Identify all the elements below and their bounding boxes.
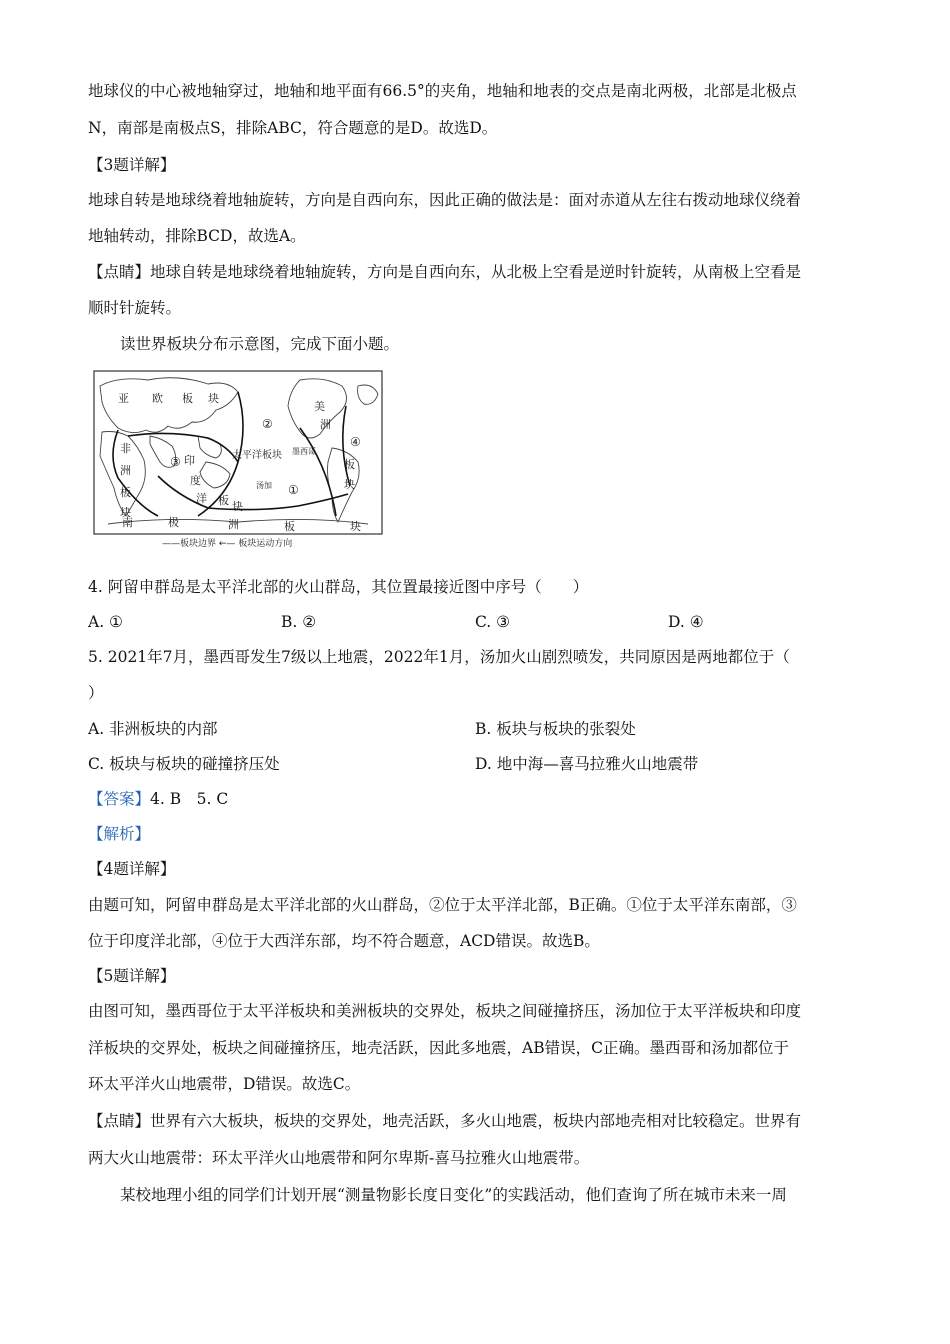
q4-option-d: D. ④ (668, 613, 704, 631)
svg-text:墨西哥: 墨西哥 (292, 447, 316, 456)
svg-text:洋: 洋 (196, 492, 207, 505)
intro-line: 读世界板块分布示意图，完成下面小题。 (120, 335, 400, 353)
svg-text:洲: 洲 (228, 518, 239, 531)
detail-5-title: 【5题详解】 (88, 967, 176, 985)
svg-text:块: 块 (232, 500, 243, 513)
world-plates-map (88, 366, 384, 552)
q4-option-c: C. ③ (475, 613, 511, 631)
q4-option-a: A. ① (88, 613, 123, 631)
answer-label: 【答案】 (88, 790, 151, 808)
section-heading: 【3题详解】 (88, 156, 176, 174)
svg-text:块: 块 (344, 478, 355, 491)
question-5-stem-cont: ） (88, 684, 104, 702)
svg-text:块: 块 (120, 506, 131, 519)
detail-5-line: 由图可知，墨西哥位于太平洋板块和美洲板块的交界处，板块之间碰撞挤压，汤加位于太平洋板块和印度 (88, 1002, 802, 1020)
detail-4-line: 由题可知，阿留申群岛是太平洋北部的火山群岛，②位于太平洋北部，B正确。①位于太平洋东南部，③ (88, 896, 797, 914)
paragraph-line: 地球自转是地球绕着地轴旋转，方向是自西向东，因此正确的做法是：面对赤道从左往右拨动地球仪绕着 (88, 191, 802, 209)
q5-option-d: D. 地中海—喜马拉雅火山地震带 (475, 755, 699, 773)
svg-text:板: 板 (218, 494, 229, 507)
next-question-intro: 某校地理小组的同学们计划开展“测量物影长度日变化”的实践活动，他们查询了所在城市未来一周 (120, 1186, 787, 1204)
svg-text:块: 块 (350, 520, 361, 533)
svg-text:板: 板 (120, 486, 131, 499)
paragraph-line: 地球仪的中心被地轴穿过，地轴和地平面有66.5°的夹角，地轴和地表的交点是南北两极，北部是北极点 (88, 82, 797, 100)
detail-5-line: 洋板块的交界处，板块之间碰撞挤压，地壳活跃，因此多地震，AB错误，C正确。墨西哥和汤加都位于 (88, 1039, 789, 1057)
question-5-stem: 5. 2021年7月，墨西哥发生7级以上地震，2022年1月，汤加火山剧烈喷发，共同原因是两地都位于（ (88, 648, 790, 666)
svg-text:板: 板 (284, 520, 295, 533)
tip-line: 顺时针旋转。 (88, 299, 182, 317)
svg-text:欧: 欧 (152, 392, 163, 405)
svg-text:南: 南 (122, 516, 133, 529)
svg-text:——板块边界 ←— 板块运动方向: ——板块边界 ←— 板块运动方向 (162, 539, 293, 549)
answer-text: 4. B 5. C (150, 790, 229, 808)
q5-option-b: B. 板块与板块的张裂处 (475, 720, 636, 738)
detail-5-line: 环太平洋火山地震带，D错误。故选C。 (88, 1075, 361, 1093)
detail-4-line: 位于印度洋北部，④位于大西洋东部，均不符合题意，ACD错误。故选B。 (88, 932, 600, 950)
q4-option-b: B. ② (281, 613, 317, 631)
svg-text:板: 板 (182, 392, 193, 405)
tip-line: 【点睛】世界有六大板块，板块的交界处，地壳活跃，多火山地震，板块内部地壳相对比较稳定。世界有 (88, 1112, 802, 1130)
svg-text:④: ④ (350, 435, 361, 449)
paragraph-line: N，南部是南极点S，排除ABC，符合题意的是D。故选D。 (88, 119, 498, 137)
answer-line (88, 789, 228, 809)
q5-option-a: A. 非洲板块的内部 (88, 720, 218, 738)
analysis-label: 【解析】 (88, 825, 151, 843)
tip-line: 两大火山地震带：环太平洋火山地震带和阿尔卑斯-喜马拉雅火山地震带。 (88, 1149, 590, 1167)
paragraph-line: 地轴转动，排除BCD，故选A。 (88, 227, 306, 245)
svg-text:洲: 洲 (120, 464, 131, 477)
svg-text:非: 非 (120, 442, 131, 455)
svg-text:块: 块 (208, 392, 219, 405)
svg-text:①: ① (288, 483, 299, 497)
svg-text:太平洋板块: 太平洋板块 (232, 450, 282, 461)
question-4-stem: 4. 阿留申群岛是太平洋北部的火山群岛，其位置最接近图中序号（ ） (88, 578, 589, 596)
svg-text:板: 板 (344, 458, 355, 471)
svg-text:汤加: 汤加 (256, 481, 272, 490)
detail-4-title: 【4题详解】 (88, 860, 176, 878)
svg-text:度: 度 (190, 474, 201, 487)
svg-text:美: 美 (314, 400, 325, 413)
svg-text:极: 极 (168, 516, 179, 529)
q5-option-c: C. 板块与板块的碰撞挤压处 (88, 755, 280, 773)
tip-line: 【点睛】地球自转是地球绕着地轴旋转，方向是自西向东，从北极上空看是逆时针旋转，从南极上空看是 (88, 263, 802, 281)
svg-text:②: ② (262, 417, 273, 431)
svg-text:印: 印 (184, 454, 195, 467)
svg-text:③: ③ (170, 455, 181, 469)
svg-text:亚: 亚 (118, 392, 129, 405)
svg-text:洲: 洲 (320, 418, 331, 431)
